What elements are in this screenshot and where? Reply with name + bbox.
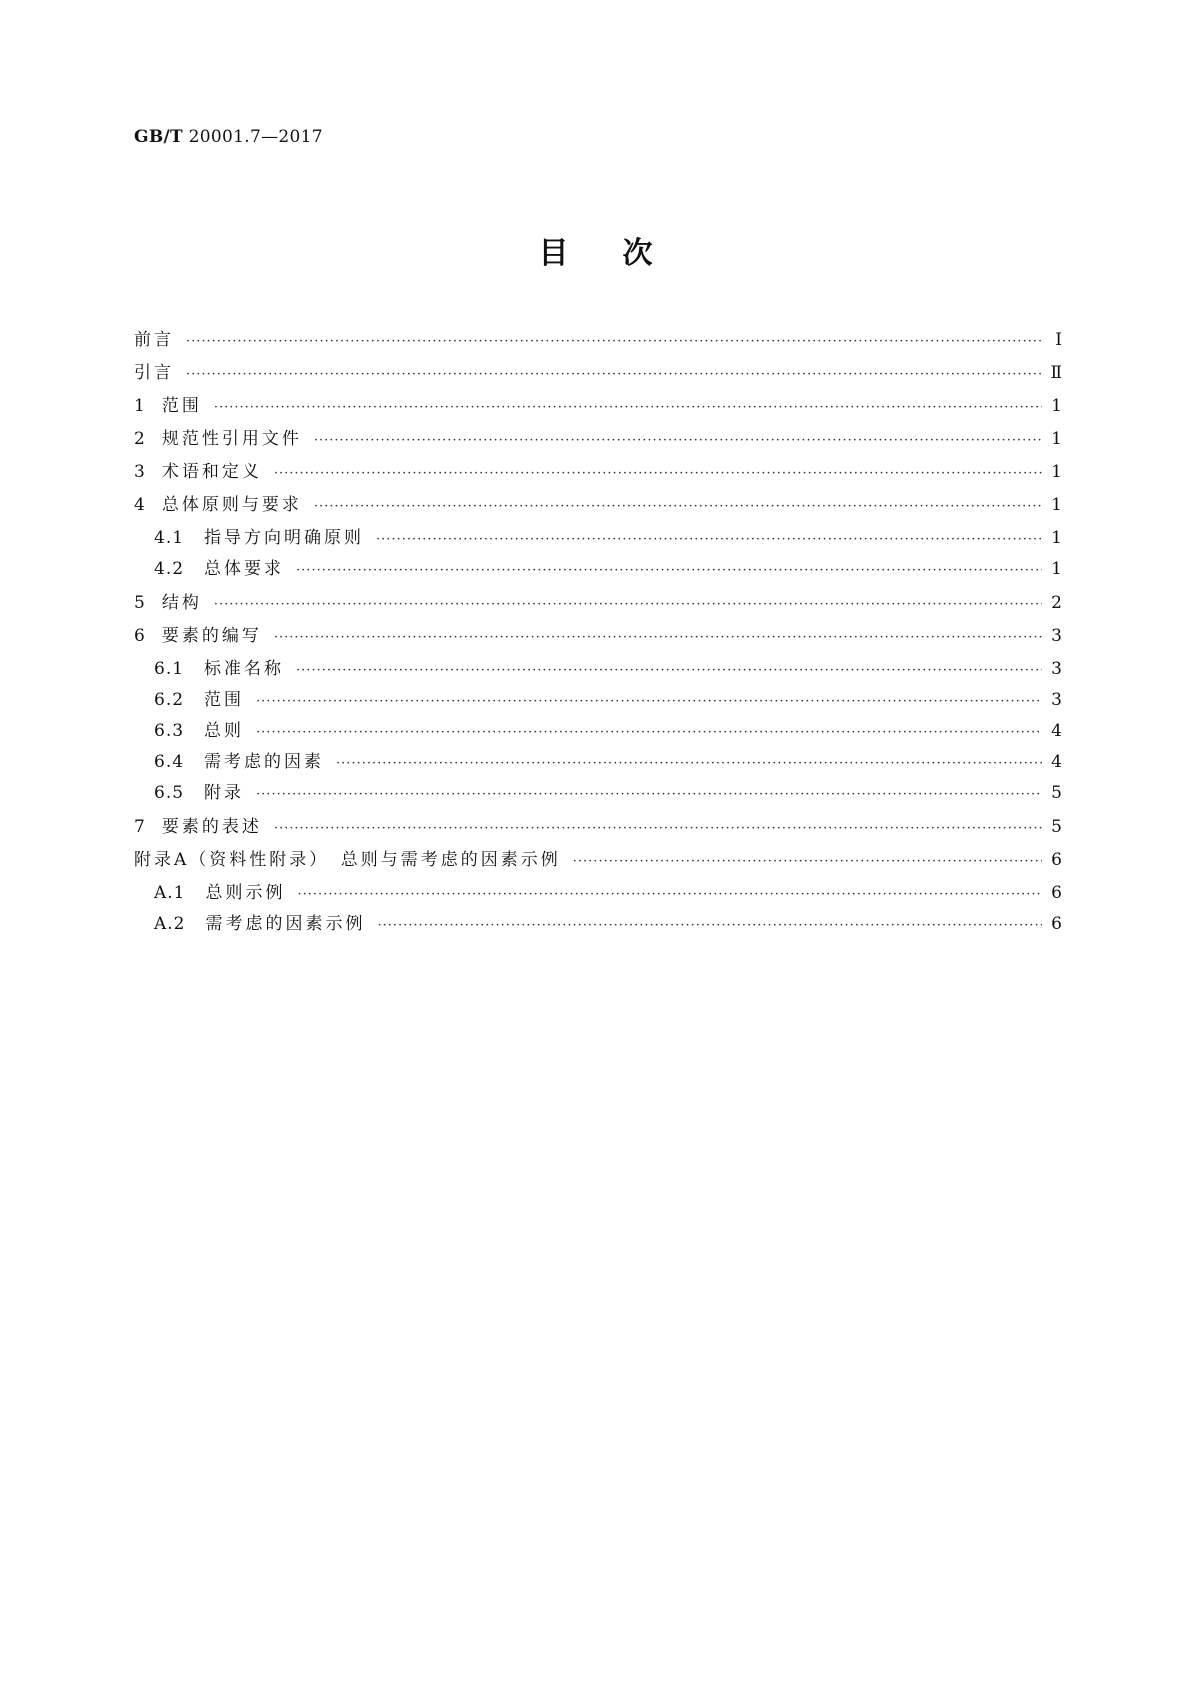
toc-entry-1[interactable]	[134, 391, 1062, 424]
toc-label: 总则示例	[205, 883, 286, 903]
toc-entry-3[interactable]	[134, 457, 1062, 490]
toc-number: 6.3	[154, 721, 185, 741]
toc-page: 2	[1051, 593, 1062, 613]
leader-dots	[336, 756, 1042, 771]
toc-page: Ⅱ	[1050, 363, 1062, 383]
toc-entry-a-2[interactable]	[134, 909, 1062, 940]
standard-code: GB/T	[134, 127, 183, 147]
standard-number: 20001.7—2017	[188, 127, 323, 147]
leader-dots	[256, 787, 1042, 802]
table-of-contents	[134, 325, 1062, 940]
toc-page: 6	[1051, 883, 1062, 903]
toc-label: 总体要求	[204, 559, 285, 579]
toc-page: 1	[1051, 559, 1062, 579]
toc-label: 附录A（资料性附录） 总则与需考虑的因素示例	[134, 850, 561, 870]
toc-label: 总则	[204, 721, 245, 741]
toc-page: 1	[1051, 528, 1062, 548]
leader-dots	[274, 466, 1042, 481]
toc-number: A.1	[154, 883, 186, 903]
leader-dots	[314, 433, 1042, 448]
toc-entry-4[interactable]	[134, 490, 1062, 523]
toc-number: 6.1	[154, 659, 185, 679]
page-title: 目次	[538, 236, 707, 271]
toc-page: 3	[1051, 690, 1062, 710]
toc-number: A.2	[154, 914, 186, 934]
toc-number: 4.2	[154, 559, 185, 579]
toc-entry-2[interactable]	[134, 424, 1062, 457]
toc-number: 3	[134, 462, 146, 482]
toc-label: 附录	[204, 783, 245, 803]
toc-entry-appendix-a[interactable]	[134, 845, 1062, 878]
toc-entry-7[interactable]	[134, 812, 1062, 845]
toc-entry-6-4[interactable]	[134, 747, 1062, 778]
toc-page: 4	[1051, 721, 1062, 741]
leader-dots	[573, 854, 1042, 869]
toc-page: Ⅰ	[1055, 330, 1062, 350]
leader-dots	[298, 887, 1043, 902]
toc-label: 要素的编写	[161, 626, 262, 646]
toc-number: 1	[134, 396, 146, 416]
toc-entry-6[interactable]	[134, 621, 1062, 654]
toc-label: 术语和定义	[161, 462, 262, 482]
toc-label: 需考虑的因素示例	[205, 914, 366, 934]
toc-number: 6.5	[154, 783, 185, 803]
toc-label: 结构	[161, 593, 202, 613]
toc-page: 4	[1051, 752, 1062, 772]
toc-page: 6	[1051, 914, 1062, 934]
toc-label: 范围	[161, 396, 202, 416]
toc-label: 指导方向明确原则	[204, 528, 365, 548]
toc-number: 2	[134, 429, 146, 449]
leader-dots	[256, 725, 1042, 740]
toc-page: 5	[1051, 783, 1062, 803]
toc-entry-4-2[interactable]	[134, 554, 1062, 585]
toc-number: 6.2	[154, 690, 185, 710]
toc-label: 规范性引用文件	[161, 429, 302, 449]
toc-number: 5	[134, 593, 146, 613]
toc-entry-6-5[interactable]	[134, 778, 1062, 809]
toc-entry-6-1[interactable]	[134, 654, 1062, 685]
leader-dots	[274, 630, 1042, 645]
toc-entry-introduction[interactable]	[134, 358, 1062, 391]
toc-page: 6	[1051, 850, 1062, 870]
leader-dots	[376, 532, 1042, 547]
leader-dots	[378, 918, 1043, 933]
document-header	[134, 127, 323, 147]
toc-page: 5	[1051, 817, 1062, 837]
leader-dots	[214, 400, 1042, 415]
toc-number: 6.4	[154, 752, 185, 772]
leader-dots	[256, 694, 1042, 709]
toc-label: 需考虑的因素	[204, 752, 325, 772]
toc-entry-5[interactable]	[134, 588, 1062, 621]
toc-page: 3	[1051, 659, 1062, 679]
toc-entry-a-1[interactable]	[134, 878, 1062, 909]
toc-number: 4	[134, 495, 146, 515]
leader-dots	[186, 367, 1042, 382]
toc-label: 标准名称	[204, 659, 285, 679]
toc-page: 1	[1051, 462, 1062, 482]
toc-label: 引言	[134, 363, 174, 383]
toc-page: 1	[1051, 429, 1062, 449]
toc-label: 前言	[134, 330, 174, 350]
leader-dots	[274, 821, 1042, 836]
toc-number: 4.1	[154, 528, 185, 548]
leader-dots	[214, 597, 1042, 612]
toc-label: 要素的表述	[161, 817, 262, 837]
toc-page: 1	[1051, 495, 1062, 515]
toc-label: 总体原则与要求	[161, 495, 302, 515]
toc-label: 范围	[204, 690, 245, 710]
toc-entry-foreword[interactable]	[134, 325, 1062, 358]
toc-page: 3	[1051, 626, 1062, 646]
leader-dots	[314, 499, 1042, 514]
toc-number: 7	[134, 817, 146, 837]
leader-dots	[296, 563, 1042, 578]
toc-entry-4-1[interactable]	[134, 523, 1062, 554]
leader-dots	[296, 663, 1042, 678]
leader-dots	[186, 334, 1042, 349]
toc-page: 1	[1051, 396, 1062, 416]
toc-entry-6-2[interactable]	[134, 685, 1062, 716]
toc-entry-6-3[interactable]	[134, 716, 1062, 747]
toc-number: 6	[134, 626, 146, 646]
